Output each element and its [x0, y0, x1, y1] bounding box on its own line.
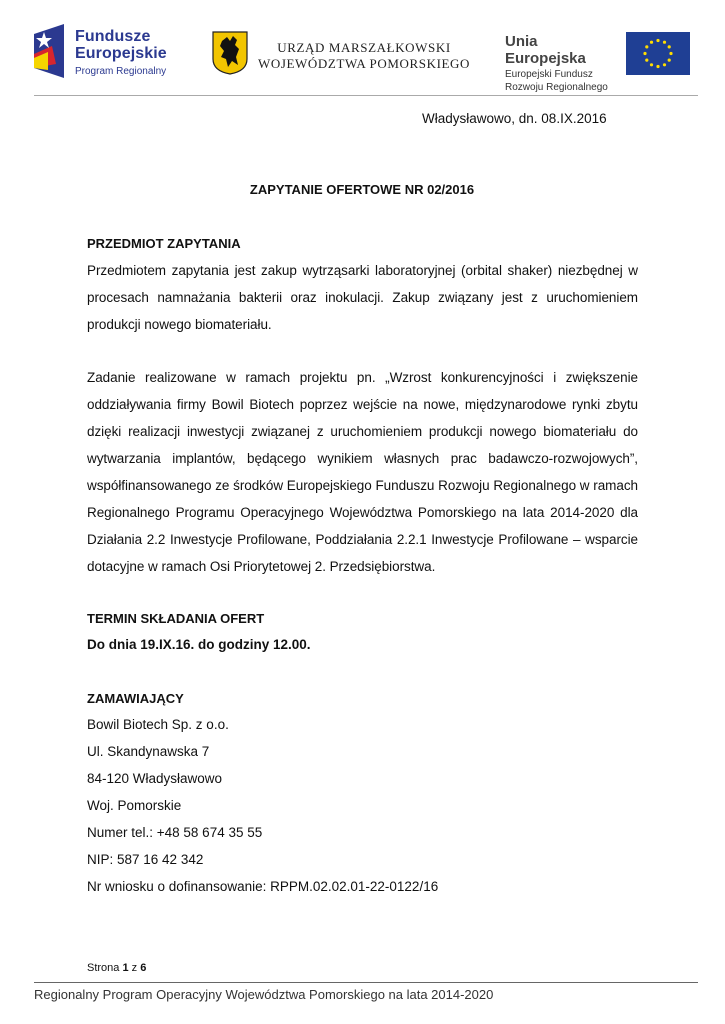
buyer-line: Nr wniosku o dofinansowanie: RPPM.02.02.01-22-0122/16	[87, 879, 439, 894]
buyer-line: Ul. Skandynawska 7	[87, 744, 210, 759]
ue-line3: Rozwoju Regionalnego	[505, 82, 608, 93]
buyer-line: Woj. Pomorskie	[87, 798, 182, 813]
subject-heading: PRZEDMIOT ZAPYTANIA	[87, 236, 241, 251]
page-label: Strona	[87, 962, 120, 974]
eu-flag-icon	[626, 32, 690, 75]
ue-text	[505, 34, 613, 93]
deadline-heading: TERMIN SKŁADANIA OFERT	[87, 611, 265, 626]
griffin-crest-icon	[212, 31, 248, 75]
fe-line2: Europejskie	[75, 45, 167, 62]
footer-divider	[34, 982, 698, 983]
deadline-value: Do dnia 19.IX.16. do godziny 12.00.	[87, 637, 311, 652]
subject-paragraph: Przedmiotem zapytania jest zakup wytrząsarki laboratoryjnej (orbital shaker) niezbędnej w procesach namnażania bakterii oraz inokulacji. Zakup związany jest z uruchomieniem produkcji nowego biomateriału.	[87, 263, 638, 332]
fe-logo-text	[75, 29, 167, 77]
footer-program: Regionalny Program Operacyjny Województwa Pomorskiego na lata 2014-2020	[34, 987, 494, 1002]
document-date: Władysławowo, dn. 08.IX.2016	[422, 111, 607, 126]
star-flag-icon	[34, 24, 64, 78]
urzad-line1: URZĄD MARSZAŁKOWSKI	[277, 40, 451, 55]
ue-line1: Unia Europejska	[505, 33, 586, 67]
buyer-line: Numer tel.: +48 58 674 35 55	[87, 825, 263, 840]
urzad-text	[258, 40, 470, 73]
buyer-line: 84-120 Władysławowo	[87, 771, 223, 786]
urzad-line2: WOJEWÓDZTWA POMORSKIEGO	[258, 56, 471, 72]
buyer-line: NIP: 587 16 42 342	[87, 852, 204, 867]
page-number	[87, 962, 146, 974]
fe-line3: Program Regionalny	[75, 66, 167, 77]
ue-line2: Europejski Fundusz	[505, 69, 593, 80]
header-divider	[34, 95, 698, 96]
project-paragraph: Zadanie realizowane w ramach projektu pn. „Wzrost konkurencyjności i zwiększenie oddziaływania firmy Bowil Biotech poprzez wejście na nowe, międzynarodowe rynki zbytu dzięki realizacji inwestycji związanej z uruchomieniem produkcji nowego biomateriału do wytwarzania implantów, będącego wynikiem własnych prac badawczo-rozwojowych”, współfinansowanego ze środków Europejskiego Funduszu Rozwoju Regionalnego w ramach Regionalnego Programu Operacyjnego Województwa Pomorskiego na lata 2014-2020 dla Działania 2.2 Inwestycje Profilowane, Poddziałania 2.2.1 Inwestycje Profilowane – wsparcie dotacyjne w ramach Osi Priorytetowej 2. Przedsiębiorstwa.	[87, 370, 638, 574]
header-logos	[0, 0, 725, 96]
page-of: z	[131, 962, 138, 974]
document-title: ZAPYTANIE OFERTOWE NR 02/2016	[249, 182, 475, 197]
page-total: 6	[140, 962, 147, 974]
fe-line1: Fundusze	[75, 28, 151, 45]
buyer-line: Bowil Biotech Sp. z o.o.	[87, 717, 229, 732]
buyer-heading: ZAMAWIAJĄCY	[87, 691, 184, 706]
page-current: 1	[122, 962, 129, 974]
